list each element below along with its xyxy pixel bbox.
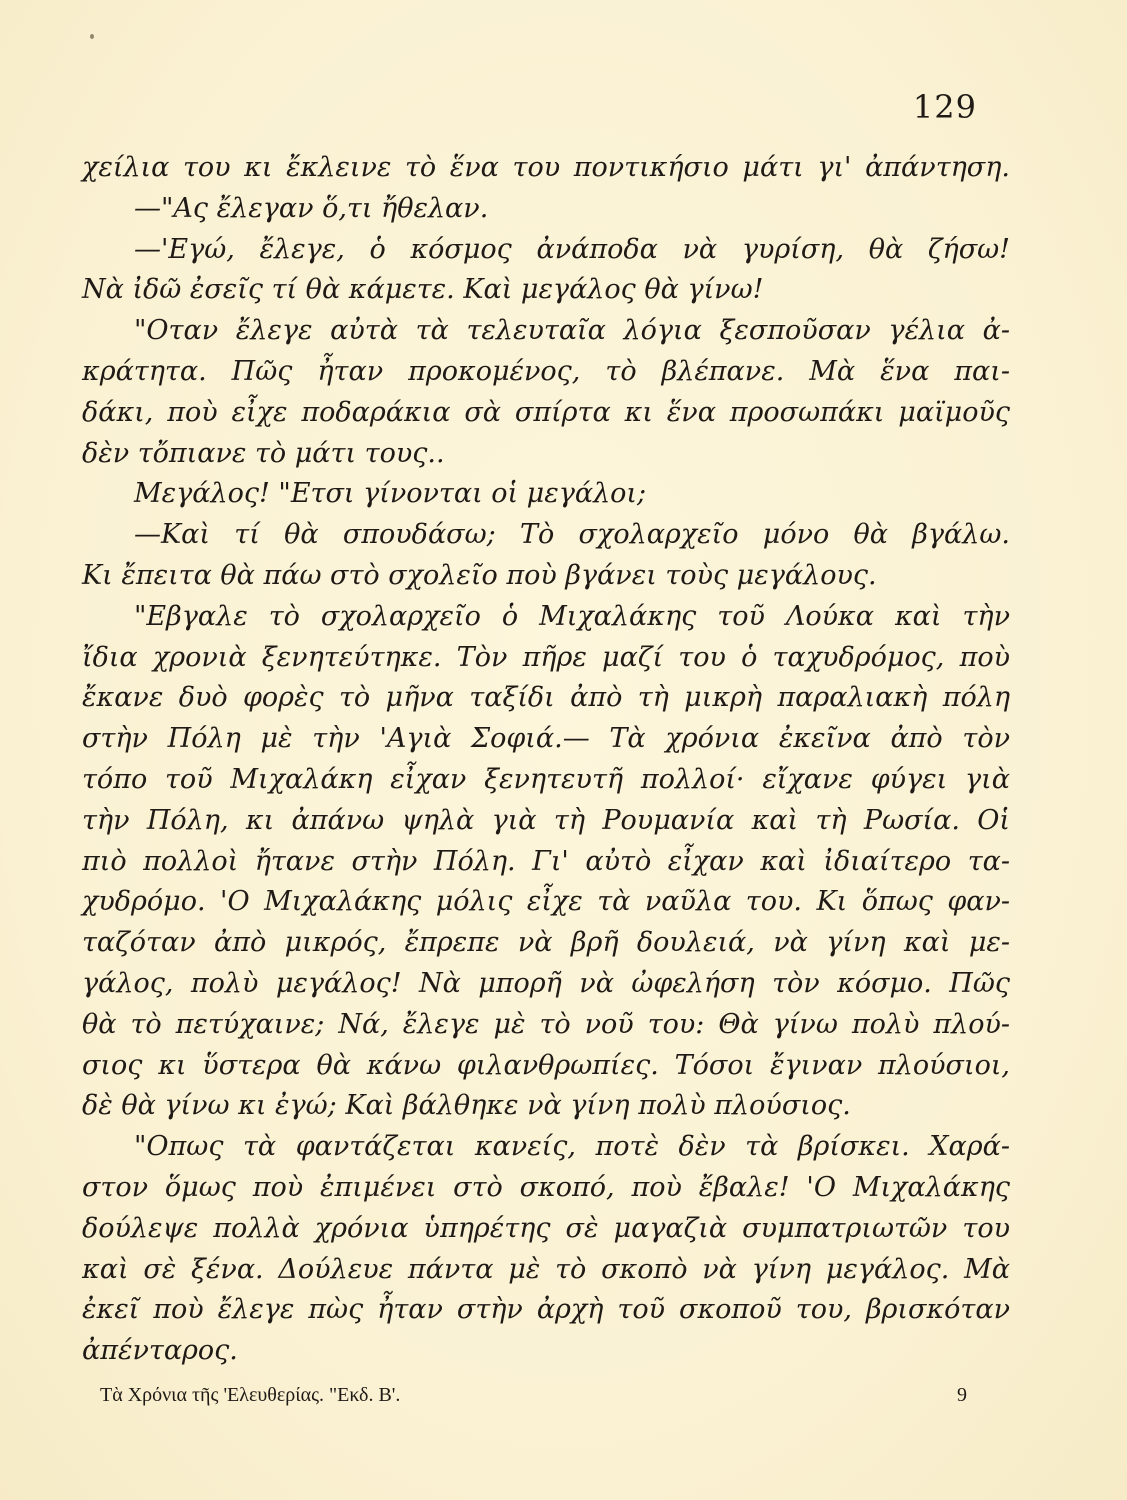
- text-line: γάλος, πολὺ μεγάλος! Νὰ μπορῆ νὰ ὠφελήση τὸν κόσμο. Πῶς: [82, 967, 1010, 999]
- text-line: σιος κι ὕστερα θὰ κάνω φιλανθρωπίες. Τόσοι ἔγιναν πλούσιοι,: [82, 1049, 1010, 1081]
- text-line: ἔκανε δυὸ φορὲς τὸ μῆνα ταξίδι ἀπὸ τὴ μικρὴ παραλιακὴ πόλη: [82, 682, 1010, 714]
- text-line: "Οταν ἔλεγε αὐτὰ τὰ τελευταῖα λόγια ξεσποῦσαν γέλια ἀ-: [134, 315, 1010, 347]
- text-line: δάκι, ποὺ εἶχε ποδαράκια σὰ σπίρτα κι ἕνα προσωπάκι μαϊμοῦς: [82, 396, 1010, 428]
- body-text: [82, 148, 1010, 1372]
- text-line: ταζόταν ἀπὸ μικρός, ἔπρεπε νὰ βρῆ δουλειά, νὰ γίνη καὶ με-: [82, 927, 1010, 959]
- text-line: καὶ σὲ ξένα. Δούλευε πάντα μὲ τὸ σκοπὸ νὰ γίνη μεγάλος. Μὰ: [82, 1253, 1010, 1285]
- text-line: δούλεψε πολλὰ χρόνια ὑπηρέτης σὲ μαγαζιὰ συμπατριωτῶν του: [82, 1212, 1010, 1244]
- text-line: κράτητα. Πῶς ἦταν προκομένος, τὸ βλέπανε. Μὰ ἕνα παι-: [82, 355, 1010, 387]
- text-line: χείλια του κι ἔκλεινε τὸ ἕνα του ποντικήσιο μάτι γι' ἀπάντηση.: [82, 152, 1010, 183]
- text-line: ἴδια χρονιὰ ξενητεύτηκε. Τὸν πῆρε μαζί του ὁ ταχυδρόμος, ποὺ: [82, 641, 1010, 673]
- text-line: στὴν Πόλη μὲ τὴν 'Αγιὰ Σοφιά.— Τὰ χρόνια ἐκεῖνα ἀπὸ τὸν: [82, 723, 1010, 755]
- signature-mark: 9: [957, 1384, 967, 1406]
- paper-speck: [90, 34, 94, 39]
- footer-book-title: Τὰ Χρόνια τῆς 'Ελευθερίας. "Εκδ. Β'.: [100, 1384, 401, 1406]
- page-footer: [100, 1384, 967, 1414]
- text-line: —Καὶ τί θὰ σπουδάσω; Τὸ σχολαρχεῖο μόνο θὰ βγάλω.: [134, 519, 1010, 551]
- text-line: θὰ τὸ πετύχαινε; Νά, ἔλεγε μὲ τὸ νοῦ του: Θὰ γίνω πολὺ πλού-: [82, 1008, 1010, 1040]
- text-line: Κι ἔπειτα θὰ πάω στὸ σχολεῖο ποὺ βγάνει τοὺς μεγάλους.: [82, 559, 877, 591]
- text-line: ἐκεῖ ποὺ ἔλεγε πὼς ἦταν στὴν ἀρχὴ τοῦ σκοποῦ του, βρισκόταν: [82, 1294, 1010, 1326]
- text-line: "Εβγαλε τὸ σχολαρχεῖο ὁ Μιχαλάκης τοῦ Λούκα καὶ τὴν: [134, 600, 1010, 632]
- text-line: —'Εγώ, ἔλεγε, ὁ κόσμος ἀνάποδα νὰ γυρίση, θὰ ζήσω!: [134, 233, 1010, 265]
- text-line: Νὰ ἰδῶ ἐσεῖς τί θὰ κάμετε. Καὶ μεγάλος θὰ γίνω!: [82, 274, 764, 306]
- text-line: "Οπως τὰ φαντάζεται κανείς, ποτὲ δὲν τὰ βρίσκει. Χαρά-: [134, 1131, 1010, 1163]
- text-line: Μεγάλος! "Ετσι γίνονται οἱ μεγάλοι;: [134, 478, 647, 510]
- text-line: δὲν τὄπιανε τὸ μάτι τους..: [82, 437, 445, 469]
- text-line: ἀπένταρος.: [82, 1335, 238, 1367]
- text-line: —"Ας ἔλεγαν ὅ,τι ἤθελαν.: [134, 192, 489, 224]
- text-line: πιὸ πολλοὶ ἤτανε στὴν Πόλη. Γι' αὐτὸ εἶχαν καὶ ἰδιαίτερο τα-: [82, 845, 1010, 877]
- text-line: τόπο τοῦ Μιχαλάκη εἶχαν ξενητευτῆ πολλοί· εἴχανε φύγει γιὰ: [82, 763, 1010, 795]
- text-line: δὲ θὰ γίνω κι ἐγώ; Καὶ βάλθηκε νὰ γίνη πολὺ πλούσιος.: [82, 1090, 851, 1122]
- text-line: τὴν Πόλη, κι ἀπάνω ψηλὰ γιὰ τὴ Ρουμανία καὶ τὴ Ρωσία. Οἱ: [82, 804, 1010, 836]
- text-line: χυδρόμο. 'Ο Μιχαλάκης μόλις εἶχε τὰ ναῦλα του. Κι ὅπως φαν-: [82, 886, 1010, 918]
- page-number: 129: [912, 88, 977, 126]
- text-line: στον ὅμως ποὺ ἐπιμένει στὸ σκοπό, ποὺ ἔβαλε! 'Ο Μιχαλάκης: [82, 1171, 1010, 1203]
